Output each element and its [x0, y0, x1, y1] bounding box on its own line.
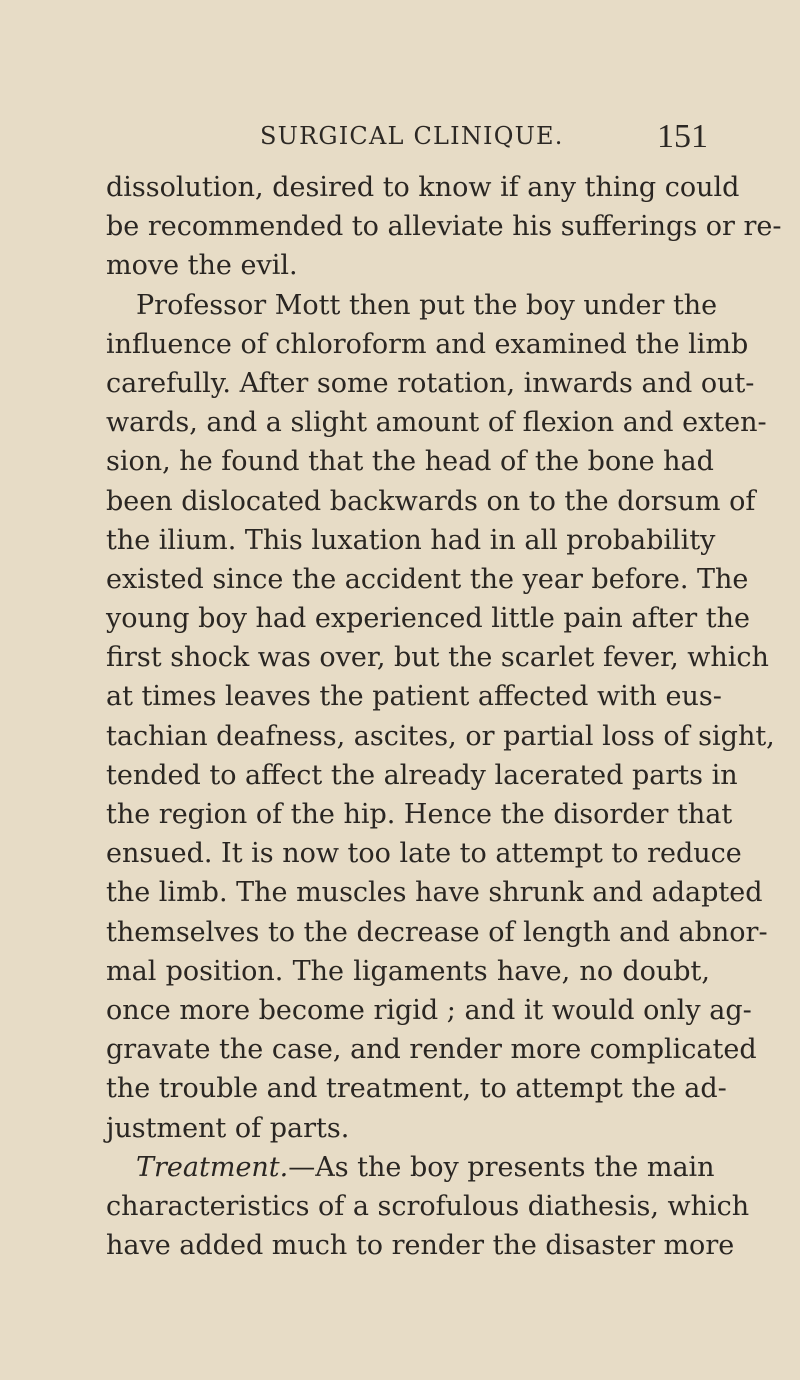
- text-line: gravate the case, and render more complicated: [106, 1034, 757, 1066]
- text-line: tended to affect the already lacerated parts in: [106, 759, 738, 791]
- text-line: young boy had experienced little pain after the: [106, 603, 751, 635]
- text-line: sion, he found that the head of the bone had: [106, 446, 714, 478]
- treatment-heading: Treatment.: [136, 1151, 289, 1183]
- text-line: at times leaves the patient affected with eus-: [106, 681, 722, 713]
- text-line: existed since the accident the year before. The: [106, 563, 749, 595]
- text-line: themselves to the decrease of length and abnor-: [106, 916, 768, 948]
- text-line: have added much to render the disaster more: [106, 1230, 735, 1262]
- text-line: the region of the hip. Hence the disorder that: [106, 799, 733, 830]
- body-text: [106, 168, 782, 1265]
- treatment-first-line-rest: —As the boy presents the main: [288, 1151, 715, 1183]
- text-line: tachian deafness, ascites, or partial loss of sight,: [106, 720, 775, 752]
- running-title: SURGICAL CLINIQUE.: [260, 122, 564, 150]
- text-line: carefully. After some rotation, inwards and out-: [106, 367, 755, 399]
- text-line: first shock was over, but the scarlet fever, which: [106, 642, 769, 674]
- text-line: move the evil.: [106, 250, 298, 282]
- text-line: the limb. The muscles have shrunk and adapted: [106, 877, 763, 909]
- text-line: be recommended to alleviate his sufferings or re-: [106, 211, 782, 243]
- text-line: influence of chloroform and examined the limb: [106, 328, 749, 360]
- text-line: characteristics of a scrofulous diathesis, which: [106, 1190, 750, 1222]
- text-line: ensued. It is now too late to attempt to reduce: [106, 838, 742, 870]
- text-line: been dislocated backwards on to the dorsum of: [106, 485, 756, 517]
- treatment-first-line: [106, 1148, 715, 1187]
- text-line: justment of parts.: [106, 1112, 350, 1144]
- running-head: [118, 118, 708, 162]
- text-line: once more become rigid ; and it would only ag-: [106, 994, 752, 1026]
- text-line: mal position. The ligaments have, no doubt,: [106, 955, 710, 987]
- text-line: the trouble and treatment, to attempt the ad-: [106, 1073, 727, 1105]
- text-line: wards, and a slight amount of flexion and exten-: [106, 407, 767, 439]
- text-line: dissolution, desired to know if any thing could: [106, 172, 740, 203]
- page-number: 151: [657, 118, 708, 155]
- text-line: the ilium. This luxation had in all probability: [106, 524, 716, 556]
- text-line: Professor Mott then put the boy under the: [136, 289, 718, 321]
